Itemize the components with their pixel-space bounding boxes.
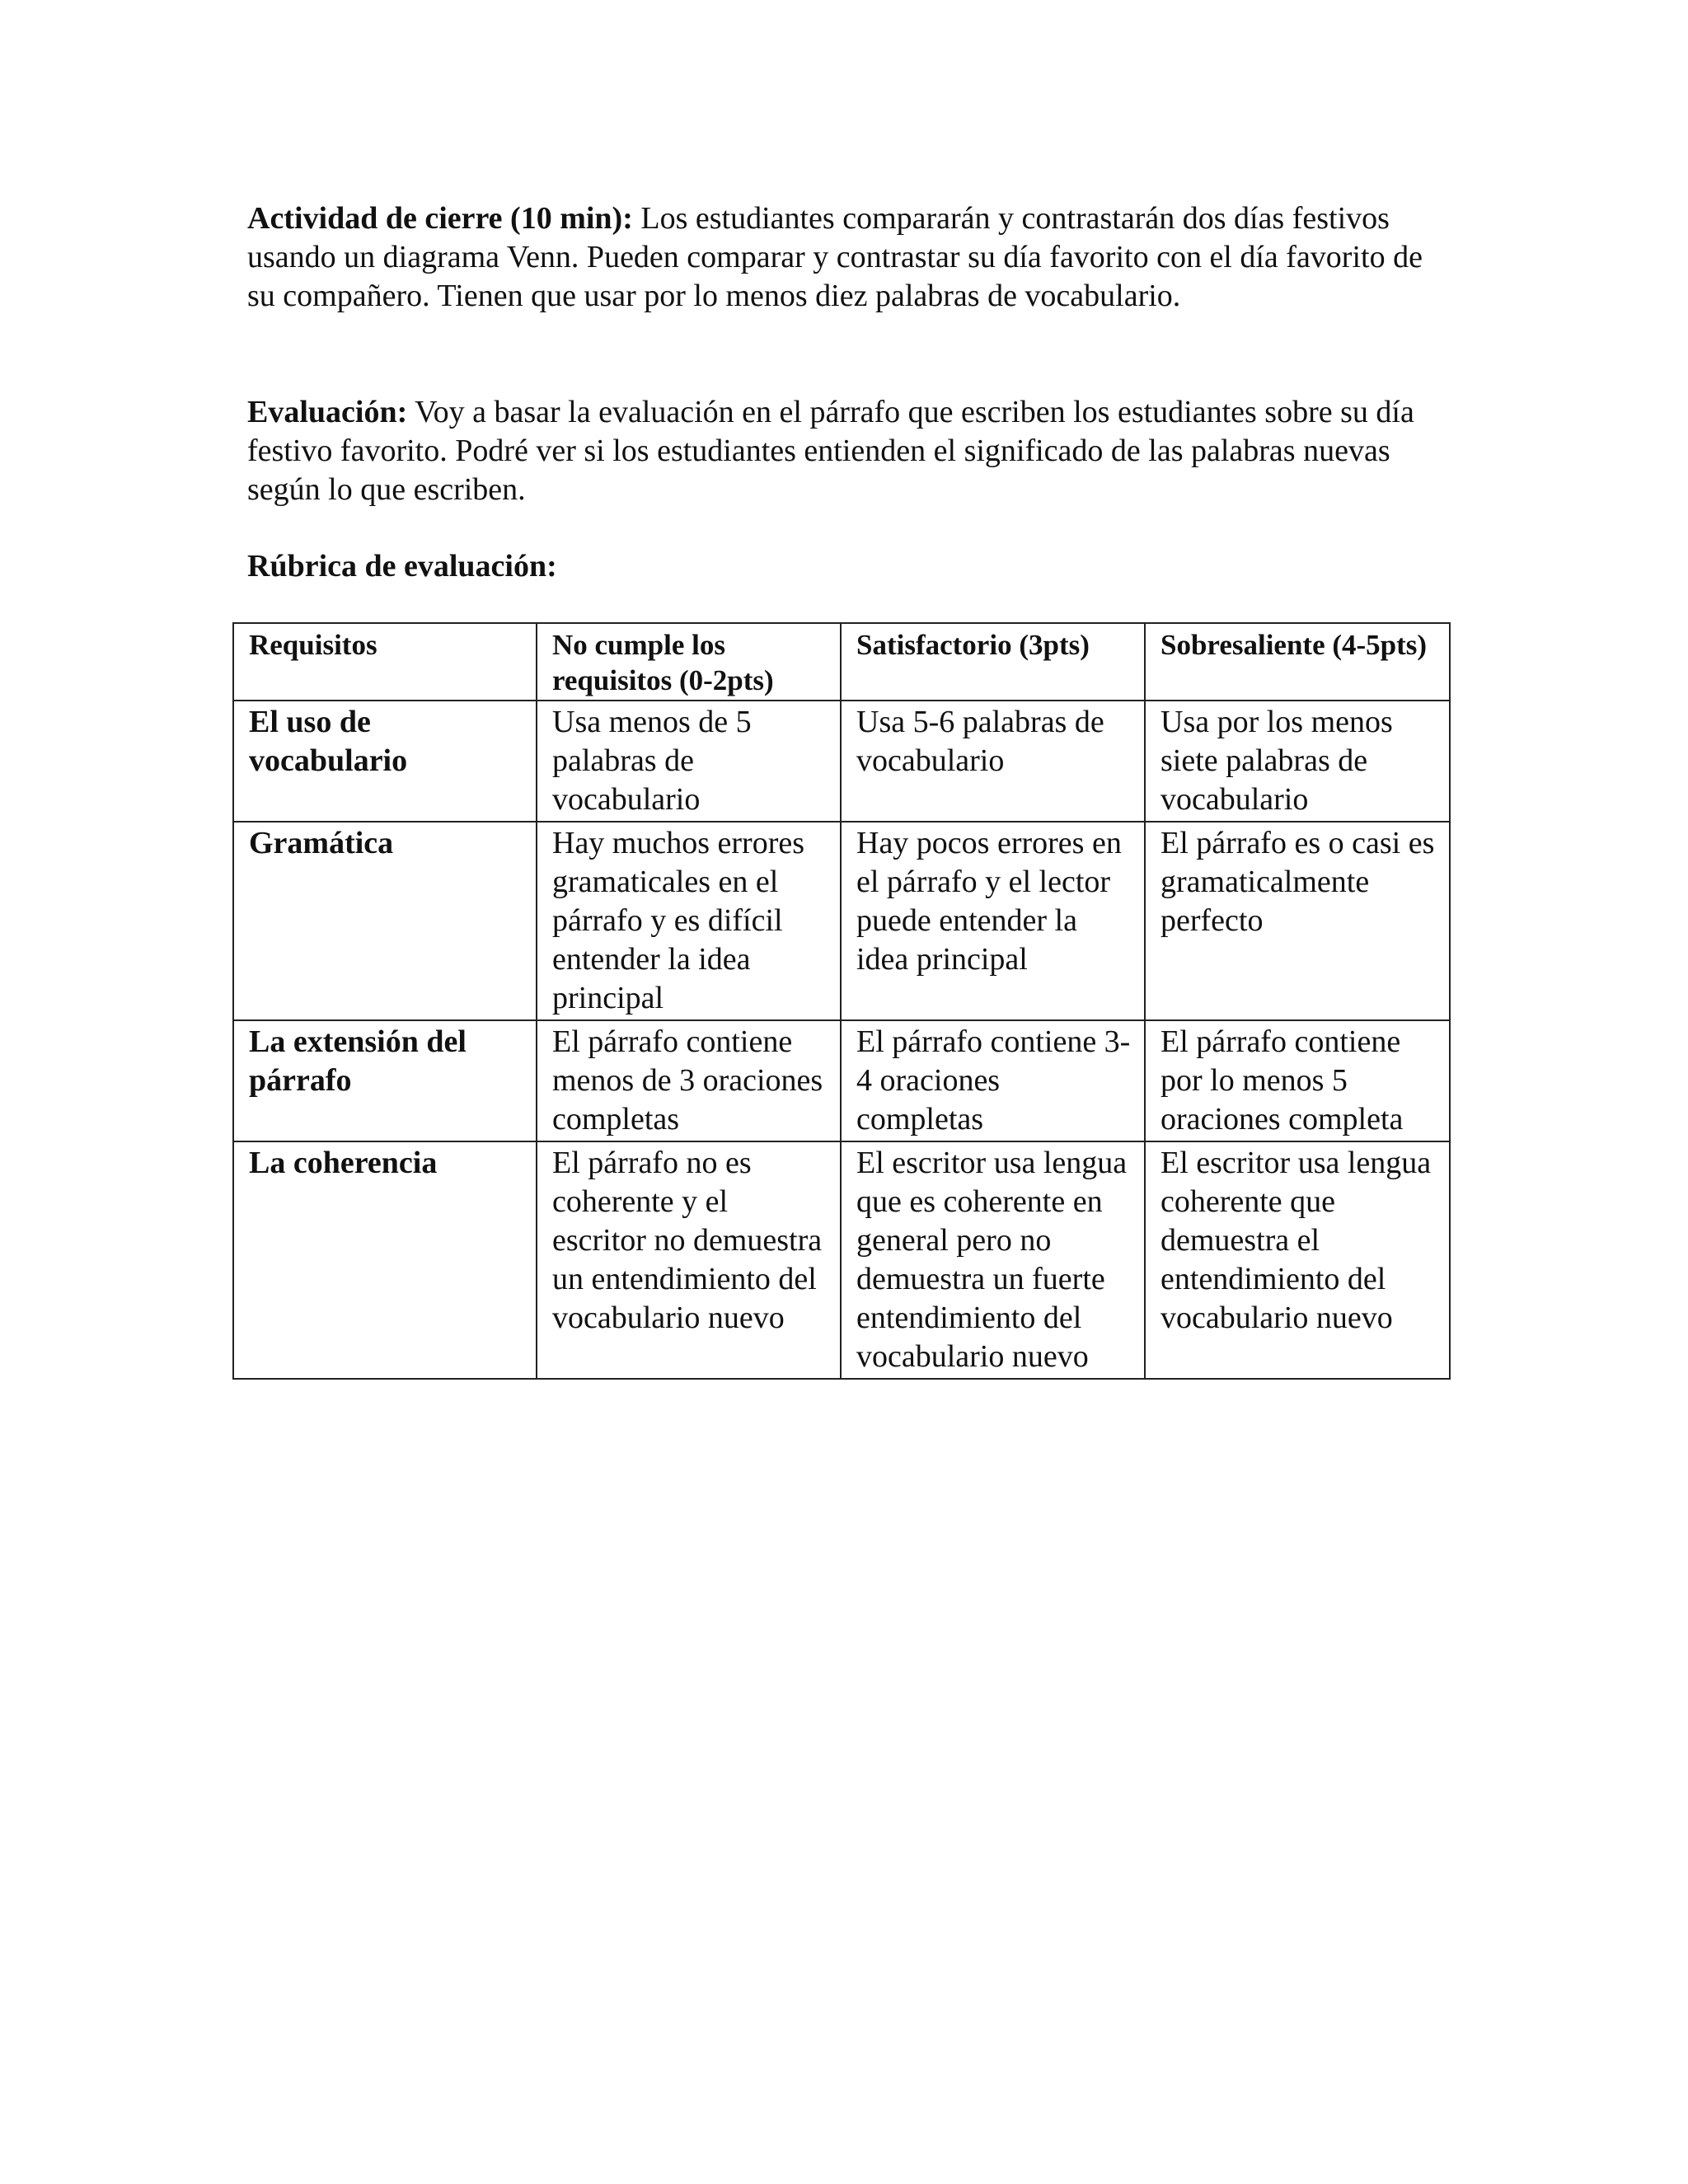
satisfactory-cell: El escritor usa lengua que es coherente en general pero no demuestra un fuerte entendimiento del vocabulario nuevo (841, 1141, 1145, 1379)
criterion-cell: La extensión del párrafo (233, 1020, 537, 1141)
header-requirements: Requisitos (233, 623, 537, 701)
evaluation-paragraph (247, 393, 1451, 509)
header-not-met: No cumple los requisitos (0-2pts) (537, 623, 841, 701)
closing-activity-text: Los estudiantes compararán y contrastarán dos días festivos usando un diagrama Venn. Pueden comparar y contrastar su día favorito con el día favorito de su compañero. Tienen que usar por lo menos diez palabras de vocabulario. (247, 201, 1423, 313)
outstanding-cell: El párrafo es o casi es gramaticalmente perfecto (1145, 822, 1450, 1020)
rubric-title-text: Rúbrica de evaluación: (247, 549, 557, 583)
rubric-header-row (233, 623, 1450, 701)
criterion-cell: El uso de vocabulario (233, 701, 537, 822)
not-met-cell: Hay muchos errores gramaticales en el párrafo y es difícil entender la idea principal (537, 822, 841, 1020)
outstanding-cell: El párrafo contiene por lo menos 5 oraciones completa (1145, 1020, 1450, 1141)
rubric-title (247, 547, 1451, 586)
not-met-cell: El párrafo contiene menos de 3 oraciones completas (537, 1020, 841, 1141)
satisfactory-cell: Hay pocos errores en el párrafo y el lector puede entender la idea principal (841, 822, 1145, 1020)
criterion-cell: La coherencia (233, 1141, 537, 1379)
evaluation-label: Evaluación: (247, 395, 408, 429)
header-outstanding: Sobresaliente (4-5pts) (1145, 623, 1450, 701)
table-row (233, 701, 1450, 822)
rubric-table (232, 622, 1451, 1380)
closing-activity-paragraph (247, 199, 1451, 316)
header-satisfactory: Satisfactorio (3pts) (841, 623, 1145, 701)
closing-activity-label: Actividad de cierre (10 min): (247, 201, 633, 236)
criterion-cell: Gramática (233, 822, 537, 1020)
table-row (233, 1020, 1450, 1141)
not-met-cell: Usa menos de 5 palabras de vocabulario (537, 701, 841, 822)
table-row (233, 822, 1450, 1020)
outstanding-cell: Usa por los menos siete palabras de vocabulario (1145, 701, 1450, 822)
satisfactory-cell: El párrafo contiene 3-4 oraciones completas (841, 1020, 1145, 1141)
table-row (233, 1141, 1450, 1379)
outstanding-cell: El escritor usa lengua coherente que demuestra el entendimiento del vocabulario nuevo (1145, 1141, 1450, 1379)
evaluation-text: Voy a basar la evaluación en el párrafo que escriben los estudiantes sobre su día festivo favorito. Podré ver si los estudiantes entienden el significado de las palabras nuevas según lo que escriben. (247, 395, 1414, 507)
satisfactory-cell: Usa 5-6 palabras de vocabulario (841, 701, 1145, 822)
not-met-cell: El párrafo no es coherente y el escritor no demuestra un entendimiento del vocabulario nuevo (537, 1141, 841, 1379)
